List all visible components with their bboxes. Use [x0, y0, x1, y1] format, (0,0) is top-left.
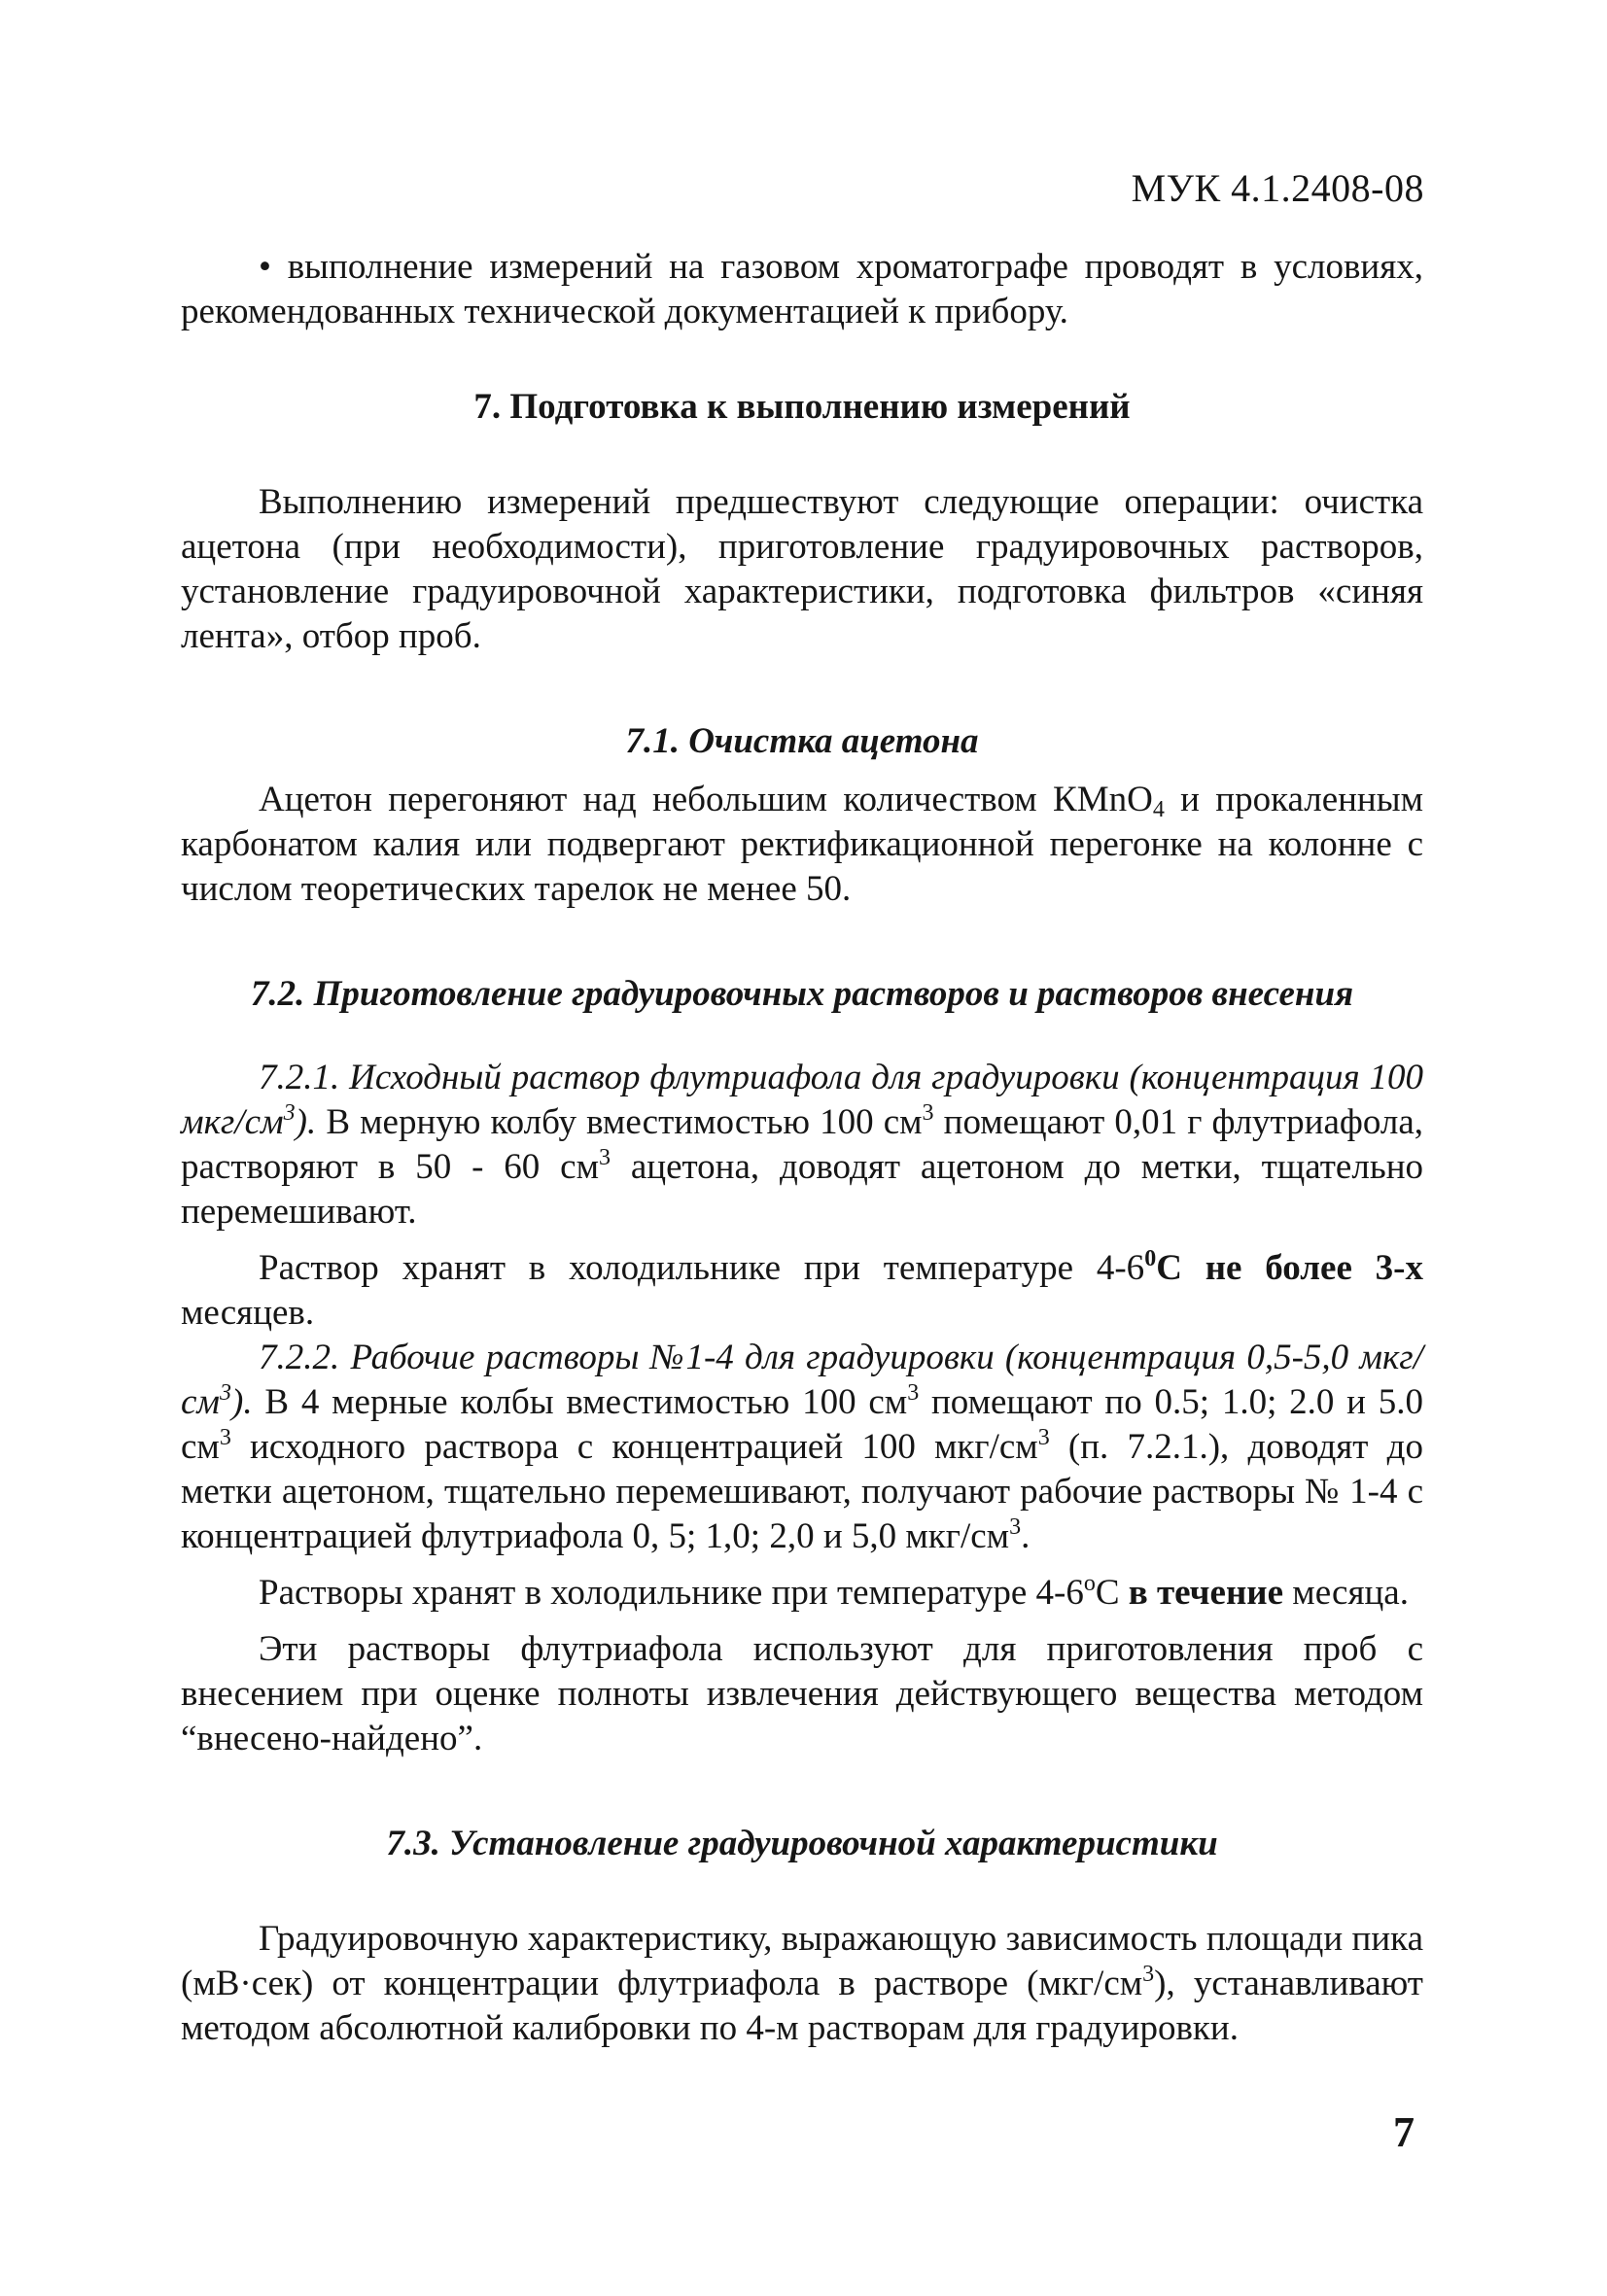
usage-paragraph: Эти растворы флутриафола используют для приготовления проб с внесением при оценке полноты извлечения действующего вещества методом “внесено-найдено”.: [181, 1629, 1423, 1758]
paragraph-7-2-1: 7.2.1. Исходный раствор флутриафола для градуировки (концентрация 100 мкг/$см^3$). В мерную колбу вместимостью 100 $см^3$ помещают 0,01 г флутриафола, растворяют в 50 - 60 $см^3$ ацетона, доводят ацетоном до метки, тщательно перемешивают.: [181, 1058, 1424, 1232]
paragraph-7-2-2: 7.2.2. Рабочие растворы №1-4 для градуировки (концентрация 0,5-5,0 мкг/$см^3$). В 4 мерные колбы вместимостью 100 $см^3$ помещают по 0.5; 1.0; 2.0 и 5.0 $см^3$ исходного раствора с концентрацией 100 мкг/$см^3$ (п. 7.2.1.), доводят до метки ацетоном, тщательно перемешивают, получают рабочие растворы № 1-4 с концентрацией флутриафола 0, 5; 1,0; 2,0 и 5,0 мкг/$см^3$.: [181, 1338, 1423, 1556]
document-code: МУК 4.1.2408-08: [1131, 166, 1424, 210]
section-7-heading: 7. Подготовка к выполнению измерений: [473, 387, 1131, 427]
section-7-paragraph: Выполнению измерений предшествуют следующие операции: очистка ацетона (при необходимости), приготовление градуировочных растворов, установление градуировочной характеристики, подготовка фильтров «синяя лента», отбор проб.: [181, 482, 1423, 656]
page-number: 7: [1393, 2108, 1415, 2156]
intro-paragraph: • выполнение измерений на газовом хроматографе проводят в условиях, рекомендованных технической документацией к прибору.: [181, 247, 1423, 331]
section-7-3-heading: 7.3. Установление градуировочной характеристики: [386, 1824, 1218, 1863]
storage-paragraph-1: Раствор хранят в холодильнике при температуре $4-6^0С$ не более 3-х месяцев.: [181, 1246, 1423, 1333]
section-7-1-paragraph: Ацетон перегоняют над небольшим количеством КMnO$_4$ и прокаленным карбонатом калия или подвергают ректификационной перегонке на колонне с числом теоретических тарелок не менее 50.: [181, 780, 1423, 909]
storage-paragraph-2: Растворы хранят в холодильнике при температуре $4-6^оС$ в течение месяца.: [259, 1571, 1409, 1613]
section-7-2-heading: 7.2. Приготовление градуировочных растворов и растворов внесения: [250, 974, 1354, 1014]
page-content: [181, 245, 1423, 2051]
section-7-1-heading: 7.1. Очистка ацетона: [625, 721, 979, 761]
section-7-3-paragraph: Градуировочную характеристику, выражающую зависимость площади пика (мВ·сек) от концентрации флутриафола в растворе $(мкг/см^3)$, устанавливают методом абсолютной калибровки по 4-м растворам для градуировки.: [181, 1919, 1423, 2048]
